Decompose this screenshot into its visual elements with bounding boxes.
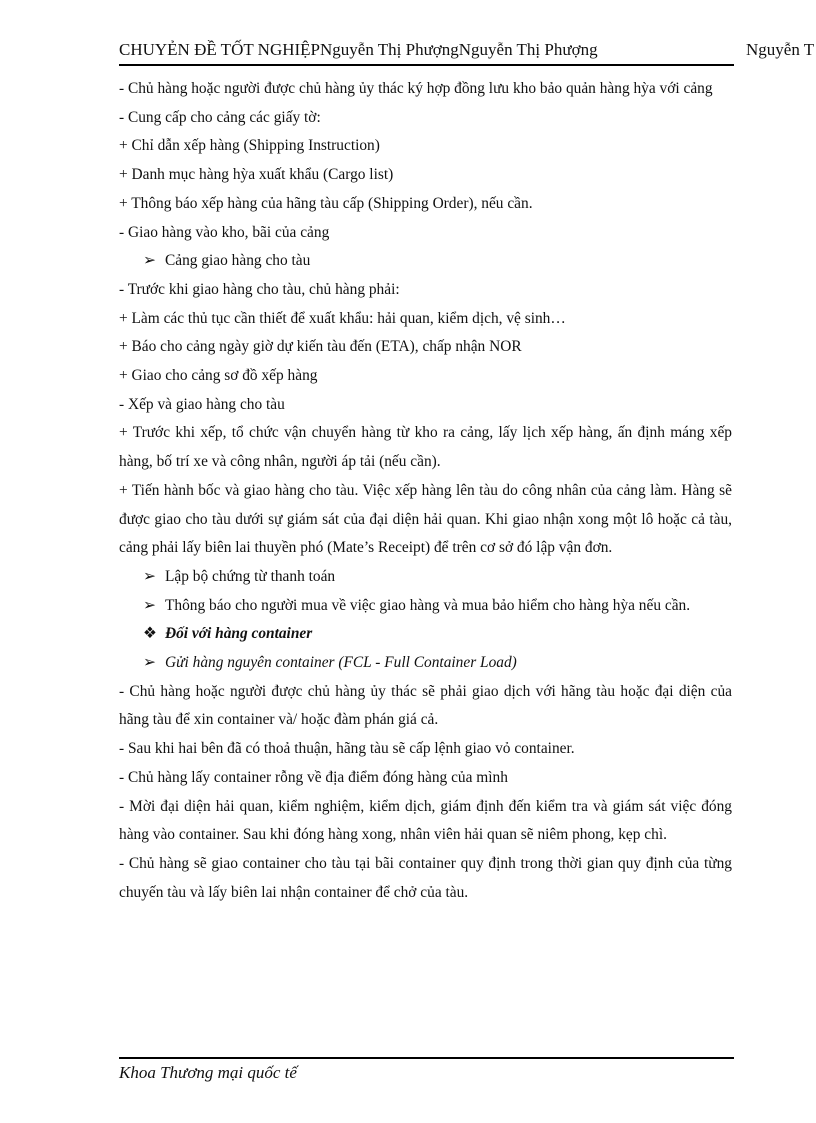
paragraph: + Giao cho cảng sơ đồ xếp hàng <box>119 367 318 385</box>
bullet-item <box>119 563 732 592</box>
header-rule <box>119 64 734 66</box>
paragraph: + Thông báo xếp hàng của hãng tàu cấp (Shipping Order), nếu cần. <box>119 194 533 212</box>
footer-rule <box>119 1057 734 1059</box>
bullet-text: Lập bộ chứng từ thanh toán <box>165 567 336 585</box>
paragraph: - Giao hàng vào kho, bãi của cảng <box>119 223 330 241</box>
paragraph: - Xếp và giao hàng cho tàu <box>119 395 285 413</box>
bullet-text: Gửi hàng nguyên container (FCL - Full Container Load) <box>165 654 517 672</box>
paragraph: - Mời đại diện hải quan, kiểm nghiệm, kiểm dịch, giám định đến kiểm tra và giám sát việc đóng hàng vào container. Sau khi đóng hàng xong, nhân viên hải quan sẽ niêm phong, kẹp chì. <box>119 797 732 844</box>
footer-department: Khoa Thương mại quốc tế <box>119 1063 297 1082</box>
paragraph: - Chủ hàng hoặc người được chủ hàng ủy thác sẽ phải giao dịch với hãng tàu hoặc đại diện của hãng tàu để xin container và/ hoặc đàm phán giá cả. <box>119 682 732 729</box>
arrow-bullet-icon: ➢ <box>143 252 156 270</box>
diamond-bullet-icon: ❖ <box>143 625 157 643</box>
bullet-item <box>119 247 732 276</box>
arrow-bullet-icon: ➢ <box>143 596 156 614</box>
paragraph: + Báo cho cảng ngày giờ dự kiến tàu đến (ETA), chấp nhận NOR <box>119 338 522 356</box>
paragraph: + Chỉ dẫn xếp hàng (Shipping Instruction) <box>119 137 380 155</box>
bullet-text: Đối với hàng container <box>165 625 313 643</box>
bullet-text: Thông báo cho người mua về việc giao hàng và mua bảo hiểm cho hàng hỳa nếu cần. <box>165 596 691 614</box>
header-author-cut: Nguyễn T <box>746 40 815 59</box>
paragraph: + Làm các thủ tục cần thiết để xuất khẩu: hải quan, kiểm dịch, vệ sinh… <box>119 309 566 327</box>
arrow-bullet-icon: ➢ <box>143 654 156 672</box>
paragraph: - Chủ hàng lấy container rỗng về địa điểm đóng hàng của mình <box>119 768 508 786</box>
paragraph: + Trước khi xếp, tổ chức vận chuyển hàng từ kho ra cảng, lấy lịch xếp hàng, ấn định máng xếp hàng, bố trí xe và công nhân, người áp tải (nếu cần). <box>119 424 732 471</box>
bullet-item <box>119 649 732 678</box>
paragraph: - Chủ hàng sẽ giao container cho tàu tại bãi container quy định trong thời gian quy định của từng chuyến tàu và lấy biên lai nhận container để chở của tàu. <box>119 854 732 901</box>
arrow-bullet-icon: ➢ <box>143 567 156 585</box>
paragraph: - Trước khi giao hàng cho tàu, chủ hàng phải: <box>119 280 400 298</box>
paragraph: - Sau khi hai bên đã có thoả thuận, hãng tàu sẽ cấp lệnh giao vỏ container. <box>119 740 575 758</box>
header-title: CHUYẺN ĐỀ TỐT NGHIỆPNguyễn Thị PhượngNguyễn Thị Phượng <box>119 40 598 59</box>
paragraph: + Tiến hành bốc và giao hàng cho tàu. Việc xếp hàng lên tàu do công nhân của cảng làm. Hàng sẽ được giao cho tàu dưới sự giám sát của đại diện hải quan. Khi giao nhận xong một lô hoặc cả tàu, cảng phải lấy biên lai thuyền phó (Mate’s Receipt) để trên cơ sở đó lập vận đơn. <box>119 481 732 557</box>
bullet-text: Cảng giao hàng cho tàu <box>165 252 311 270</box>
document-body <box>119 75 732 907</box>
paragraph: - Chủ hàng hoặc người được chủ hàng ủy thác ký hợp đồng lưu kho bảo quản hàng hỳa với cảng <box>119 80 713 97</box>
paragraph: - Cung cấp cho cảng các giấy tờ: <box>119 108 321 126</box>
page-header <box>119 38 816 62</box>
bullet-item <box>119 592 732 621</box>
paragraph: + Danh mục hàng hỳa xuất khẩu (Cargo list) <box>119 166 394 184</box>
section-heading <box>119 620 732 649</box>
